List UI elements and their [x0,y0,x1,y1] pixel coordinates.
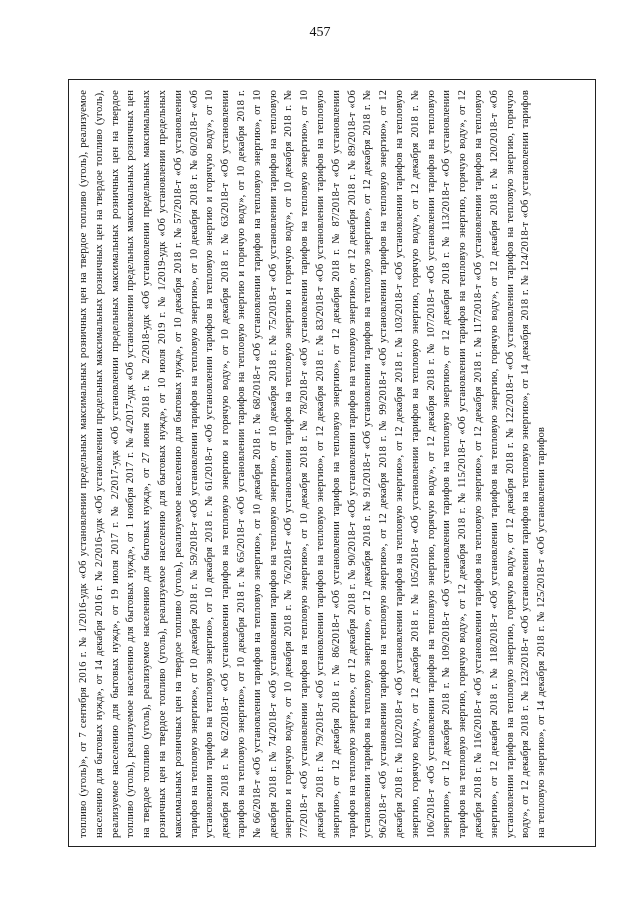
rotated-text-block [69,80,596,847]
body-text: топливо (уголь)», от 7 сентября 2016 г. № 1/2016-удк «Об установлении предельных максимальных розничных цен на твердое топливо (уголь), реализуемое населению для бытовых нужд», от 14 декабря 2016 г. № 2/2016-удк «Об установлении предельных максимальных розничных цен на твердое топливо (уголь), реализуемое населению для бытовых нужд», от 19 июля 2017 г. № 2/2017-удк «Об установлении предельных максимальных розничных цен на твердое топливо (уголь), реализуемое населению для бытовых нужд», от 1 ноября 2017 г. № 4/2017-удк «Об установлении предельных максимальных розничных цен на твердое топливо (уголь), реализуемое населению для бытовых нужд», от 27 июня 2018 г. № 2/2018-удк «Об установлении предельных максимальных розничных цен на твердое топливо (уголь), реализуемое населению для бытовых нужд», от 10 июля 2019 г. № 1/2019-удк «Об установлении предельных максимальных розничных цен на твердое топливо (уголь), реализуемое населению для бытовых нужд», от 10 декабря 2018 г. № 57/2018-т «Об установлении тарифов на тепловую энергию», от 10 декабря 2018 г. № 59/2018-т «Об установлении тарифов на тепловую энергию», от 10 декабря 2018 г. № 60/2018-т «Об установлении тарифов на тепловую энергию», от 10 декабря 2018 г. № 61/2018-т «Об установлении тарифов на тепловую энергию и горячую воду», от 10 декабря 2018 г. № 62/2018-т «Об установлении тарифов на тепловую энергию и горячую воду», от 10 декабря 2018 г. № 63/2018-т «Об установлении тарифов на тепловую энергию», от 10 декабря 2018 г. № 65/2018-т «Об установлении тарифов на тепловую энергию и горячую воду», от 10 декабря 2018 г. № 66/2018-т «Об установлении тарифов на тепловую энергию», от 10 декабря 2018 г. № 68/2018-т «Об установлении тарифов на тепловую энергию», от 10 декабря 2018 г. № 74/2018-т «Об установлении тарифов на тепловую энергию», от 10 декабря 2018 г. № 75/2018-т «Об установлении тарифов на тепловую энергию и горячую воду», от 10 декабря 2018 г. № 76/2018-т «Об установлении тарифов на тепловую энергию и горячую воду», от 10 декабря 2018 г. № 77/2018-т «Об установлении тарифов на тепловую энергию», от 10 декабря 2018 г. № 78/2018-т «Об установлении тарифов на тепловую энергию», от 10 декабря 2018 г. № 79/2018-т «Об установлении тарифов на тепловую энергию», от 12 декабря 2018 г. № 83/2018-т «Об установлении тарифов на тепловую энергию», от 12 декабря 2018 г. № 86/2018-т «Об установлении тарифов на тепловую энергию», от 12 декабря 2018 г. № 87/2018-т «Об установлении тарифов на тепловую энергию», от 12 декабря 2018 г. № 90/2018-т «Об установлении тарифов на тепловую энергию», от 12 декабря 2018 г. № 89/2018-т «Об установлении тарифов на тепловую энергию», от 12 декабря 2018 г. № 91/2018-т «Об установлении тарифов на тепловую энергию», от 12 декабря 2018 г. № 96/2018-т «Об установлении тарифов на тепловую энергию», от 12 декабря 2018 г. № 99/2018-т «Об установлении тарифов на тепловую энергию», от 12 декабря 2018 г. № 102/2018-т «Об установлении тарифов на тепловую энергию», от 12 декабря 2018 г. № 103/2018-т «Об установлении тарифов на тепловую энергию, горячую воду», от 12 декабря 2018 г. № 105/2018-т «Об установлении тарифов на тепловую энергию, горячую воду», от 12 декабря 2018 г. № 106/2018-т «Об установлении тарифов на тепловую энергию, горячую воду», от 12 декабря 2018 г. № 107/2018-т «Об установлении тарифов на тепловую энергию», от 12 декабря 2018 г. № 109/2018-т «Об установлении тарифов на тепловую энергию», от 12 декабря 2018 г. № 113/2018-т «Об установлении тарифов на тепловую энергию, горячую воду», от 12 декабря 2018 г. № 115/2018-т «Об установлении тарифов на тепловую энергию, горячую воду», от 12 декабря 2018 г. № 116/2018-т «Об установлении тарифов на тепловую энергию», от 12 декабря 2018 г. № 117/2018-т «Об установлении тарифов на тепловую энергию», от 12 декабря 2018 г. № 118/2018-т «Об установлении тарифов на тепловую энергию, горячую воду», от 12 декабря 2018 г. № 120/2018-т «Об установлении тарифов на тепловую энергию, горячую воду», от 12 декабря 2018 г. № 122/2018-т «Об установлении тарифов на тепловую энергию, горячую воду», от 12 декабря 2018 г. № 123/2018-т «Об установлении тарифов на тепловую энергию», от 14 декабря 2018 г. № 124/2018-т «Об установлении тарифов на тепловую энергию», от 14 декабря 2018 г. № 125/2018-т «Об установлении тарифов [78,90,548,838]
page-number: 457 [309,25,331,40]
table-frame [68,79,596,847]
